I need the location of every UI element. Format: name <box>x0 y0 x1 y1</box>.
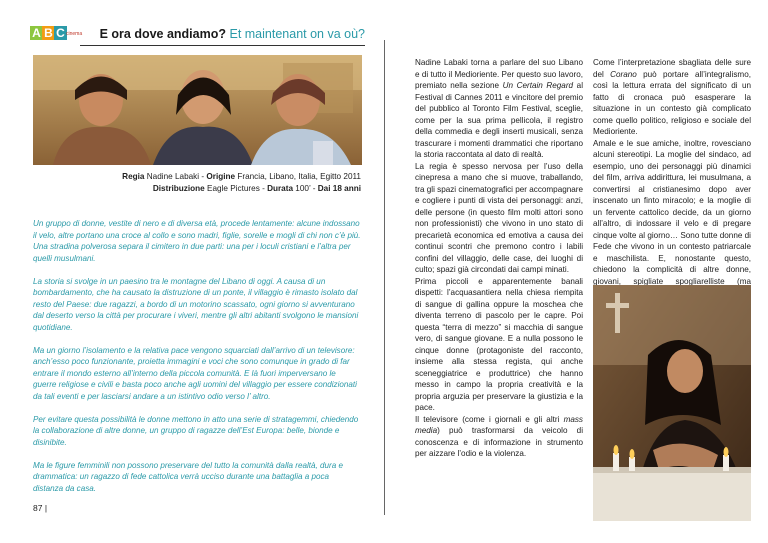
text-run: Prima piccoli e apparentemente banali dispetti: l’acquasantiera nella chiesa riempita di sangue di gallina oppure la moschea che diventa terreno di pascolo per le capre. Poi questa “terra di mezzo” si macchia di sangue vero, di sangue giovane. E a nulla possono le cinque donne (protagoniste del racconto, insieme alla stessa regista, qui anche sceneggiatrice e produttrice) che hanno messo in campo la propria creatività e la propria arguzia per preservare la giustizia e la pace. <box>415 276 583 412</box>
credit-label: Distribuzione <box>152 184 205 193</box>
page-header <box>80 27 365 46</box>
title-french: Et maintenant on va où? <box>229 27 365 41</box>
film-still-grave <box>593 285 751 521</box>
page-number: 87 | <box>33 503 48 513</box>
abc-cinema-logo <box>30 26 83 40</box>
review-column-1 <box>415 57 583 460</box>
credit-value: 100’ <box>295 184 311 193</box>
synopsis-paragraph: Un gruppo di donne, vestite di nero e di diversa età, procede lentamente: alcune indossano il velo, altre portano una croce al collo e sono madri, figlie, sorelle e mogli di chi non c’è più. Una stradina polverosa separa il cimitero in due parti: una per i loculi cristiani e l’altra per quelli musulmani. <box>33 219 361 263</box>
synopsis <box>33 218 361 506</box>
credit-value: Francia, Libano, Italia, Egitto 2011 <box>237 172 361 181</box>
column-divider <box>384 40 385 515</box>
synopsis-paragraph: Ma le figure femminili non possono preservare del tutto la comunità dalla realtà, dura e drammatica: un ragazzo di fede cattolica verrà ucciso durante una battaglia a poca distanza da casa. <box>33 460 343 493</box>
italic-title: mass media <box>415 414 583 435</box>
text-run: Amale e le sue amiche, inoltre, rovesciano alcuni stereotipi. La moglie del sindaco, ad esempio, uno dei personaggi più dinamici del film, arriva addirittura, lei musulmana, a convertirsi al cristianesimo dopo aver inscenato un finto miracolo; e la moglie di un fervente cattolico decide, da un giorno all’altro, di indossare il velo e di pregare cinque volte al giorno… Sono tutte donne di Fede che vivono in un contesto patriarcale e maschilista. E, nonostante questo, chiedono la complicità di altre donne, giovani, spigliate spogliarelliste (ma <box>593 138 751 286</box>
credit-value: Eagle Pictures <box>207 184 260 193</box>
text-run: può portare all’integralismo, così la lettura errata del significato di un fatto di cronaca può esasperare la situazione in un contesto già complicato come quello politico, religioso e sociale del Medioriente. <box>593 69 751 136</box>
credit-label: Durata <box>267 184 294 193</box>
text-run: La regia è spesso nervosa per l’uso della cinepresa a mano che si muove, traballando, tra gli spazi cinematografici per accompagnare e cogliere i punti di vista dei personaggi: anzi, delle persone (in questo film molti attori sono non professionisti) che vivono in uno stato di precarietà economica ed emotiva a causa dei continui scontri che premono contro i labili confini del villaggio, delle case, dei luoghi di culto; spazi già circondati dai campi minati. <box>415 161 583 274</box>
credit-value: Dai 18 anni <box>317 184 361 193</box>
text-run: ) può trasformarsi da veicolo di conoscenza e di informazione in strumento per aizzare l’odio e la violenza. <box>415 426 583 458</box>
text-run: Come l’interpretazione sbagliata delle sure del <box>593 58 751 79</box>
italic-title: Un Certain Regard <box>502 81 574 90</box>
credit-label: Origine <box>206 172 236 181</box>
credits-line-2: Distribuzione Eagle Pictures - Durata 100’ - Dai 18 anni <box>152 184 361 193</box>
header-rule <box>80 45 365 46</box>
synopsis-paragraph: Ma un giorno l’isolamento e la relativa pace vengono squarciati dall’arrivo di un televisore: anch’esso poco funzionante, proietta immagini e voci che sono comunque in grado di far entrare il mondo esterno all’interno della piccola comunità. E là fuori imperversano le guerre religiose e civili e basta poco anche agli uomini del villaggio per essere condizionati da tali eventi e per lasciarsi andare a un istintivo odio verso l’ altro. <box>33 345 357 401</box>
synopsis-paragraph: Per evitare questa possibilità le donne mettono in atto una serie di stratagemmi, chiedendo la collaborazione di altre donne, un gruppo di ragazze dell’Est Europa: belle, bionde e disinibite. <box>33 414 359 447</box>
logo-letter-b: B <box>42 26 55 40</box>
review-text <box>593 57 751 299</box>
credit-value: Nadine Labaki <box>146 172 200 181</box>
credits-line-1: Regia Nadine Labaki - Origine Francia, Libano, Italia, Egitto 2011 <box>122 172 361 181</box>
synopsis-paragraph: La storia si svolge in un paesino tra le montagne del Libano di oggi. A causa di un bombardamento, che ha causato la distruzione di un ponte, il villaggio è rimasto isolato dal resto del Paese: due ragazzi, a bordo di un motorino scassato, ogni giorno si avventurano dal deserto verso la città per procurare i viveri, mentre gli altri abitanti svolgono le mansioni quotidiane. <box>33 276 359 332</box>
page-title <box>100 27 365 41</box>
logo-letter-c: C <box>54 26 67 40</box>
text-run: Il televisore (come i giornali e gli altri <box>415 414 564 424</box>
review-text <box>415 57 583 460</box>
text-run: Nadine Labaki torna a parlare del suo Libano e di tutto il Medioriente. Per questo suo lavoro, premiato nella sezione <box>415 58 583 90</box>
credit-label: Regia <box>122 172 145 181</box>
text-run: al Festival di Cannes 2011 e vincitore del premio del pubblico al Toronto Film Festival, sceglie, come per la sua prima pellicola, il registro della commedia e degli inserti musicali, senza trascurare i momenti drammatici che riportano la storia raccontata al dato di realtà. <box>415 81 583 159</box>
film-still-women <box>33 55 362 165</box>
logo-subtitle: cinema <box>66 31 83 37</box>
title-italian: E ora dove andiamo? <box>99 27 226 41</box>
review-column-2 <box>593 57 751 299</box>
logo-letter-a: A <box>30 26 43 40</box>
italic-title: Corano <box>610 69 637 79</box>
film-credits <box>122 171 361 195</box>
